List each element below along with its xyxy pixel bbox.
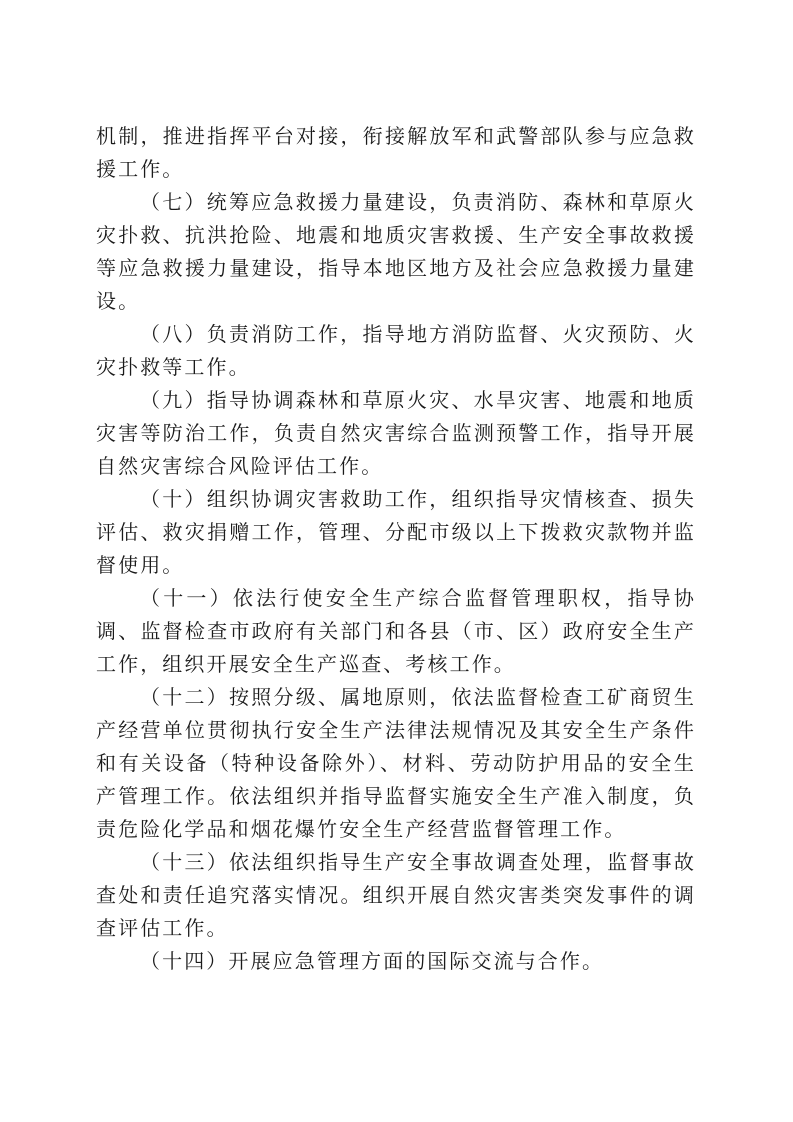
paragraph-item-10: （十）组织协调灾害救助工作，组织指导灾情核查、损失评估、救灾捐赠工作，管理、分配市级以上下拨救灾款物并监督使用。 [96, 487, 696, 577]
paragraph-item-7: （七）统筹应急救援力量建设，负责消防、森林和草原火灾扑救、抗洪抢险、地震和地质灾害救援、生产安全事故救援等应急救援力量建设，指导本地区地方及社会应急救援力量建设。 [96, 190, 696, 313]
paragraph-continuation: 机制，推进指挥平台对接，衔接解放军和武警部队参与应急救援工作。 [96, 124, 696, 181]
paragraph-item-13: （十三）依法组织指导生产安全事故调查处理，监督事故查处和责任追究落实情况。组织开展自然灾害类突发事件的调查评估工作。 [96, 850, 696, 940]
paragraph-item-8: （八）负责消防工作，指导地方消防监督、火灾预防、火灾扑救等工作。 [96, 322, 696, 379]
paragraph-item-11: （十一）依法行使安全生产综合监督管理职权，指导协调、监督检查市政府有关部门和各县（市、区）政府安全生产工作，组织开展安全生产巡查、考核工作。 [96, 586, 696, 676]
paragraph-item-9: （九）指导协调森林和草原火灾、水旱灾害、地震和地质灾害等防治工作，负责自然灾害综合监测预警工作，指导开展自然灾害综合风险评估工作。 [96, 388, 696, 478]
paragraph-item-14: （十四）开展应急管理方面的国际交流与合作。 [140, 949, 605, 973]
paragraph-item-12: （十二）按照分级、属地原则，依法监督检查工矿商贸生产经营单位贯彻执行安全生产法律法规情况及其安全生产条件和有关设备（特种设备除外）、材料、劳动防护用品的安全生产管理工作。依法组织并指导监督实施安全生产准入制度，负责危险化学品和烟花爆竹安全生产经营监督管理工作。 [96, 685, 696, 841]
document-body [96, 120, 696, 978]
